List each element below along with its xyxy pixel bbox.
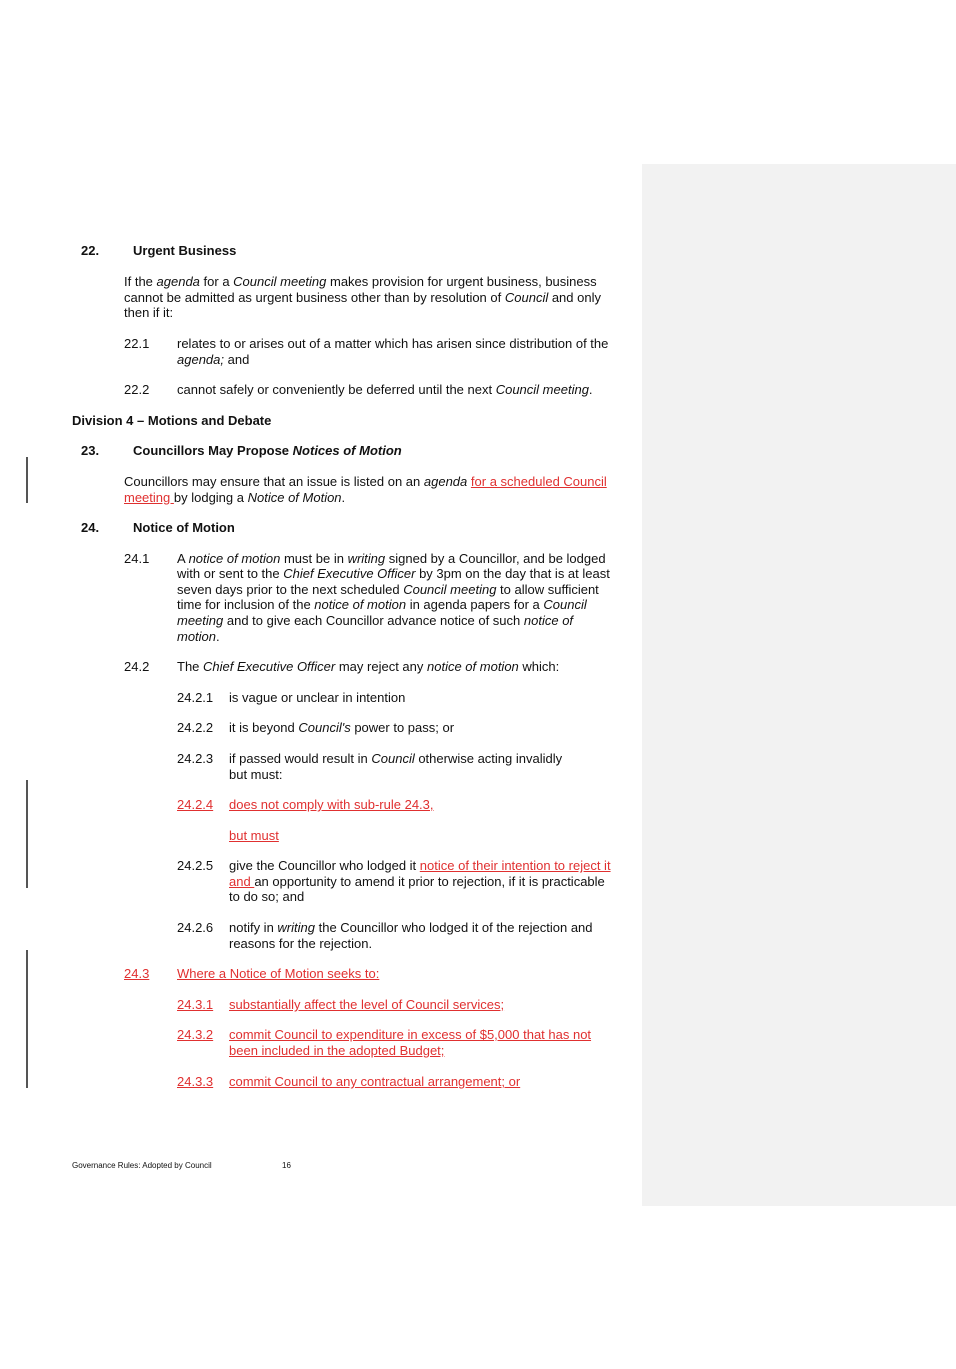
item-24-3-number: 24.3 — [124, 966, 150, 981]
item-22-1-text: relates to or arises out of a matter which has arisen since distribution of the — [177, 336, 609, 351]
item-22-1-number: 22.1 — [124, 336, 150, 351]
item-24-2-5-number: 24.2.5 — [177, 858, 214, 873]
item-24-2-3-text: if passed would result in Council otherwise acting invalidly — [229, 751, 563, 766]
item-24-2-4-text: does not comply with sub-rule 24.3, — [229, 797, 434, 812]
item-24-3-2-number: 24.3.2 — [177, 1027, 214, 1042]
section-23-number: 23. — [81, 443, 100, 458]
section-23-text: Councillors may ensure that an issue is listed on an agenda for a scheduled Council — [124, 474, 607, 489]
item-24-2-number: 24.2 — [124, 659, 150, 674]
comment-pane — [642, 164, 956, 1206]
item-24-3-2-text: been included in the adopted Budget; — [229, 1043, 445, 1058]
inserted-but-must: but must — [229, 828, 279, 843]
item-24-1-text: A notice of motion must be in writing signed by a Councillor, and be lodged — [177, 551, 606, 566]
change-bar — [26, 457, 28, 503]
item-24-3-3-text: commit Council to any contractual arrangement; or — [229, 1074, 521, 1089]
item-24-2-3-text: but must: — [229, 767, 283, 782]
item-24-2-5-text: give the Councillor who lodged it notice of their intention to reject it — [229, 858, 611, 873]
change-bar — [26, 950, 28, 1088]
item-24-1-text: meeting and to give each Councillor advance notice of such notice of — [177, 613, 574, 628]
section-24-number: 24. — [81, 520, 100, 535]
item-24-3-2-text: commit Council to expenditure in excess of $5,000 that has not — [229, 1027, 592, 1042]
item-24-2-6-text: reasons for the rejection. — [229, 936, 373, 951]
item-24-1-text: with or sent to the Chief Executive Officer by 3pm on the day that is at least — [177, 566, 610, 581]
section-22-number: 22. — [81, 243, 100, 258]
section-22-title: Urgent Business — [133, 243, 237, 258]
section-23-title: Councillors May Propose Notices of Motion — [133, 443, 402, 458]
item-24-1-text: seven days prior to the next scheduled Council meeting to allow sufficient — [177, 582, 599, 597]
section-22-intro-line: then if it: — [124, 305, 174, 320]
section-22-intro-line: cannot be admitted as urgent business other than by resolution of Council and only — [124, 290, 601, 305]
page-number: 16 — [282, 1161, 291, 1170]
item-24-1-text: motion. — [177, 629, 220, 644]
item-24-2-4-number: 24.2.4 — [177, 797, 214, 812]
item-24-2-5-text: and an opportunity to amend it prior to rejection, if it is practicable — [229, 874, 605, 889]
item-22-2-number: 22.2 — [124, 382, 150, 397]
item-24-2-2-number: 24.2.2 — [177, 720, 214, 735]
item-24-3-text: Where a Notice of Motion seeks to: — [177, 966, 380, 981]
item-24-2-6-text: notify in writing the Councillor who lodged it of the rejection and — [229, 920, 593, 935]
division-heading: Division 4 – Motions and Debate — [72, 413, 272, 428]
change-bar — [26, 780, 28, 888]
section-23-text: meeting by lodging a Notice of Motion. — [124, 490, 346, 505]
item-22-1-text: agenda; and — [177, 352, 250, 367]
item-24-3-3-number: 24.3.3 — [177, 1074, 214, 1089]
item-24-2-3-number: 24.2.3 — [177, 751, 214, 766]
item-24-2-6-number: 24.2.6 — [177, 920, 214, 935]
item-24-1-text: time for inclusion of the notice of motion in agenda papers for a Council — [177, 597, 587, 612]
item-22-2-text: cannot safely or conveniently be deferred until the next Council meeting. — [177, 382, 593, 397]
item-24-2-1-text: is vague or unclear in intention — [229, 690, 406, 705]
item-24-2-text: The Chief Executive Officer may reject any notice of motion which: — [177, 659, 560, 674]
item-24-3-1-number: 24.3.1 — [177, 997, 214, 1012]
section-24-title: Notice of Motion — [133, 520, 235, 535]
section-22-intro-line: If the agenda for a Council meeting makes provision for urgent business, business — [124, 274, 597, 289]
item-24-1-number: 24.1 — [124, 551, 150, 566]
footer-label: Governance Rules: Adopted by Council — [72, 1161, 212, 1170]
item-24-2-1-number: 24.2.1 — [177, 690, 214, 705]
item-24-3-1-text: substantially affect the level of Council services; — [229, 997, 505, 1012]
item-24-2-5-text: to do so; and — [229, 889, 305, 904]
item-24-2-2-text: it is beyond Council's power to pass; or — [229, 720, 455, 735]
